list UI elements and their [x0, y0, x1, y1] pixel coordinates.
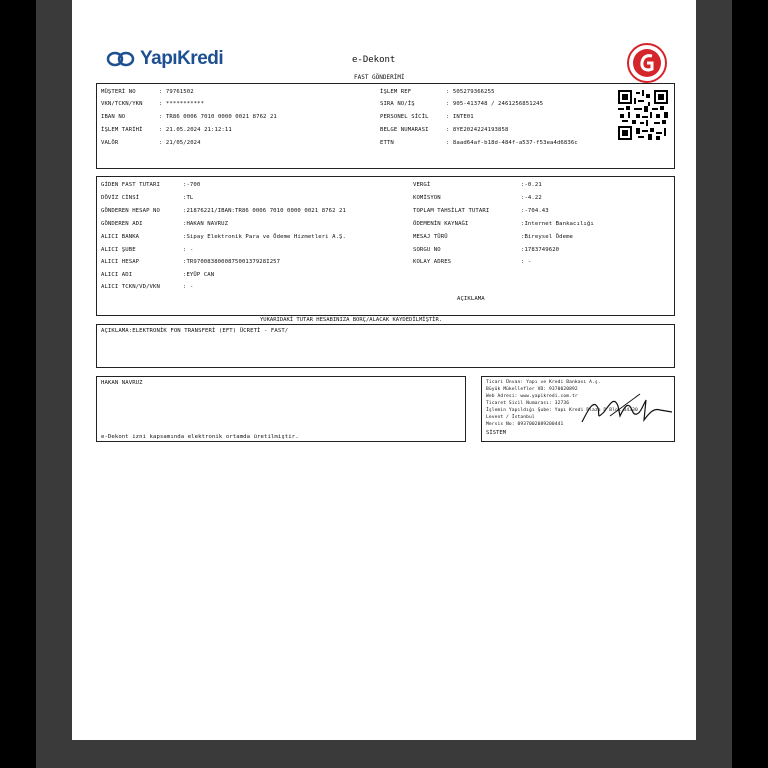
- aciklama-label: AÇIKLAMA: [457, 296, 485, 302]
- transfer-row: ALICI HESAP :TR970083800087500137928I257: [101, 259, 281, 265]
- transfer-row: KOMİSYON :-4.22: [413, 195, 542, 201]
- info-row: VALÖR : 21/05/2024: [101, 140, 201, 146]
- document-title: e-Dekont: [352, 55, 396, 65]
- document-page: [72, 0, 696, 740]
- transfer-row: GİDEN FAST TUTARI :-700: [101, 182, 201, 188]
- bank-logo: [106, 48, 223, 70]
- info-row: IBAN NO : TR86 0006 7010 0000 0021 8762 21: [101, 114, 277, 120]
- bank-info-line: İşlemin Yapıldığı Şube: Yapı Kredi Plaza D Blok 34330: [486, 408, 638, 413]
- viewer-frame-bottom: [36, 740, 732, 768]
- info-row: VKN/TCKN/YKN : ***********: [101, 101, 205, 107]
- yapikredi-logo-icon: [106, 51, 136, 67]
- brand-name: YapıKredi: [140, 48, 224, 69]
- right-black-bar: [732, 0, 768, 768]
- customer-box: [96, 376, 466, 442]
- bank-info-line: Ticari Ünvan: Yapı ve Kredi Bankası A.ş.: [486, 380, 601, 385]
- debit-credit-note: YUKARIDAKİ TUTAR HESABINIZA BORÇ/ALACAK KAYDEDİLMİŞTİR.: [260, 317, 443, 323]
- transfer-row: VERGİ :-0.21: [413, 182, 542, 188]
- bank-info-line: Ticaret Sicil Numarası: 32736: [486, 401, 570, 406]
- transfer-row: ALICI TCKN/VD/VKN : -: [101, 284, 194, 290]
- transfer-row: SORGU NO :1783749620: [413, 247, 560, 253]
- transfer-row: TOPLAM TAHSİLAT TUTARI :-704.43: [413, 208, 549, 214]
- bank-info-line: Web Adresi: www.yapikredi.com.tr: [486, 394, 578, 399]
- transfer-row: KOLAY ADRES : -: [413, 259, 532, 265]
- customer-name: HAKAN NAVRUZ: [101, 380, 143, 386]
- info-row: MÜŞTERİ NO : 79761502: [101, 89, 194, 95]
- left-black-bar: [0, 0, 36, 768]
- transfer-row: DÖVİZ CİNSİ :TL: [101, 195, 194, 201]
- viewer-frame-right: [696, 0, 732, 768]
- info-row: PERSONEL SİCİL : INTE01: [380, 114, 474, 120]
- signature-icon: [580, 386, 676, 434]
- footer-note: e-Dekont izni kapsamında elektronik ortamda üretilmiştir.: [101, 434, 299, 440]
- transfer-row: ALICI BANKA :Sipay Elektronik Para ve Ödeme Hizmetleri A.Ş.: [101, 234, 346, 240]
- account-info-box: [96, 83, 675, 169]
- info-row: İŞLEM TARİHİ : 21.05.2024 21:12:11: [101, 127, 232, 133]
- transfer-row: GÖNDEREN HESAP NO :21876221/IBAN:TR86 0006 7010 0000 0021 8762 21: [101, 208, 346, 214]
- transfer-details-box: [96, 176, 675, 316]
- transfer-row: MESAJ TÜRÜ :Bireysel Ödeme: [413, 234, 574, 240]
- gib-seal-icon: [626, 42, 668, 84]
- description-box: [96, 324, 675, 368]
- bank-info-line: Büyük Mükellefler VD: 9370020892: [486, 387, 578, 392]
- viewer-frame-left: [36, 0, 72, 768]
- info-row: İŞLEM REF : 505279366255: [380, 89, 495, 95]
- bank-info-line: Mersis No: 0937002089200441: [486, 422, 564, 427]
- info-row: ETTN : 8aad64af-b18d-484f-a537-f53ea4d6836c: [380, 140, 578, 146]
- bank-info-line: SİSTEM: [486, 430, 507, 436]
- description-text: AÇIKLAMA:ELEKTRONİK FON TRANSFERİ (EFT) ÜCRETİ - FAST/: [101, 328, 289, 334]
- info-row: BELGE NUMARASI : 8YE2024224193858: [380, 127, 509, 133]
- transfer-row: ÖDEMENİN KAYNAĞI :Internet Bankacılığı: [413, 221, 594, 227]
- transfer-row: ALICI ADI :EYÜP CAN: [101, 272, 215, 278]
- document-subtitle: FAST GÖNDERİMİ: [354, 74, 405, 81]
- bank-info-line: Levent / İstanbul: [486, 415, 535, 420]
- transfer-row: GÖNDEREN ADI :HAKAN NAVRUZ: [101, 221, 229, 227]
- transfer-row: ALICI ŞUBE : -: [101, 247, 194, 253]
- info-row: SIRA NO/İŞ : 905-413748 / 2461256851245: [380, 101, 544, 107]
- qr-code-icon: [618, 90, 668, 140]
